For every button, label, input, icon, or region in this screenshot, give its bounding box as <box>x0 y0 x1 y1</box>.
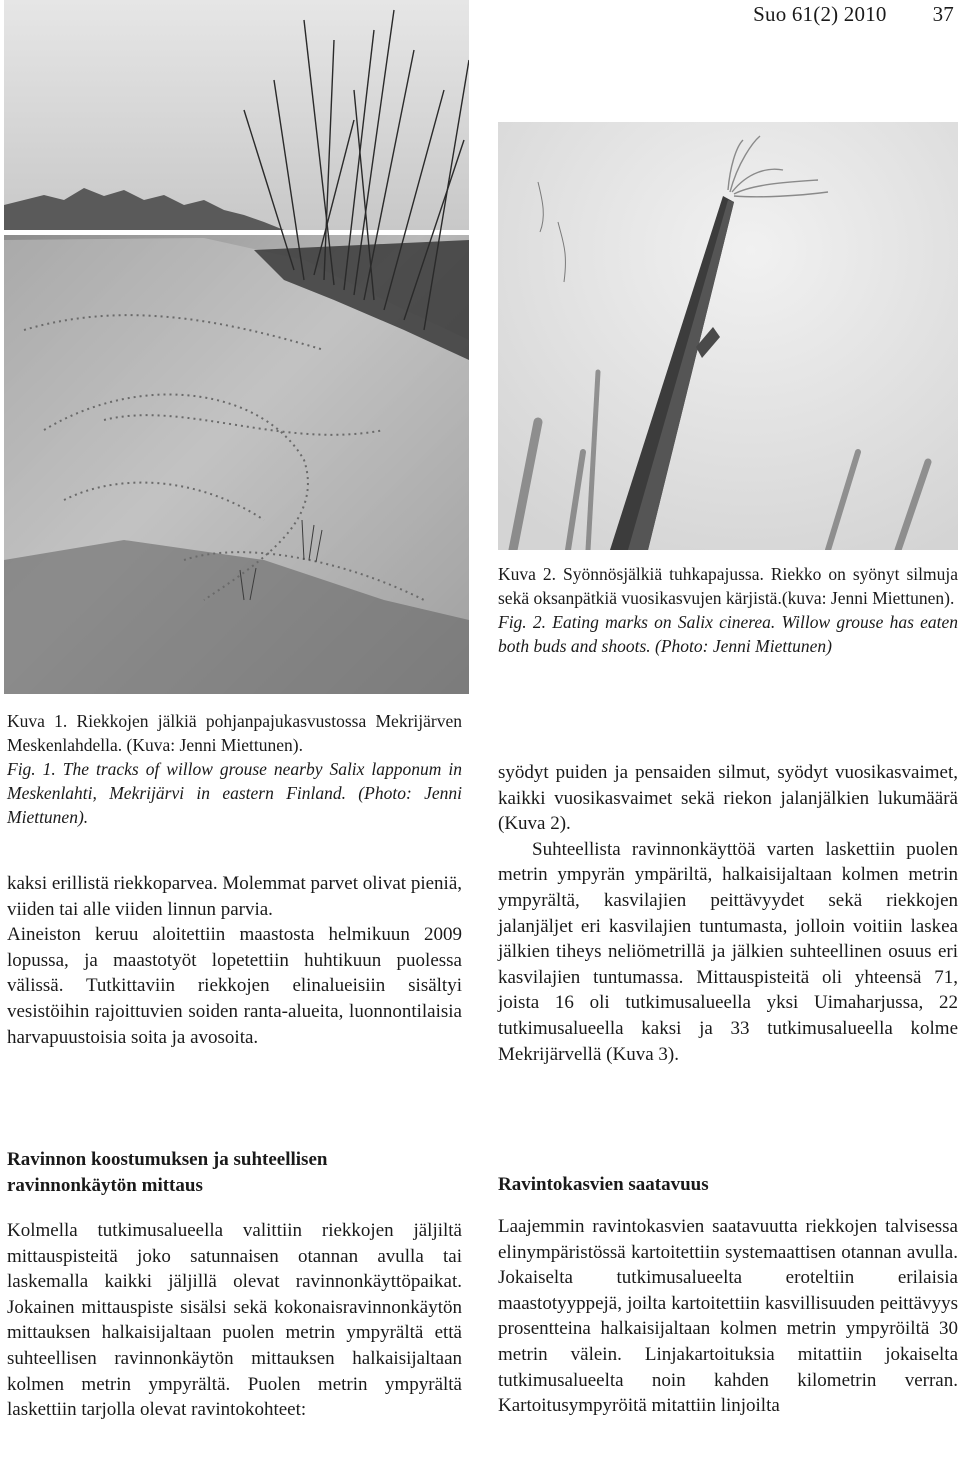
section-heading: Ravintokasvien saatavuus <box>498 1174 709 1195</box>
paragraph: Suhteellista ravinnonkäyttöä varten laskettiin puolen metrin ympyrän ympäriltä, halkaisijaltaan kolmen metrin ympyrältä, kasvilajien peittävyydet sekä riekkojen jalanjäljet eri kasvilajien tuntumasta, jolloin voitiin laskea jälkien tiheys neliömetrillä ja jälkien suhteellinen osuus eri kasvilajien tuntumassa. Mittauspisteitä oli yhteensä 71, joista 16 oli tutkimusalueella yksi Uimaharjussa, 22 tutkimusalueella kaksi ja 33 tutkimusalueella kolme Mekrijärvellä (Kuva 3). <box>498 838 958 1065</box>
running-header <box>753 2 954 27</box>
figure-1-caption-fi: Kuva 1. Riekkojen jälkiä pohjanpajukasvustossa Mekrijärven Meskenlahdella. (Kuva: Jenni Miettunen). <box>7 711 462 755</box>
page-number: 37 <box>932 2 954 26</box>
section-heading: Ravinnon koostumuksen ja suhteellisen ravinnonkäytön mittaus <box>7 1149 328 1196</box>
figure-2-caption-en: Fig. 2. Eating marks on Salix cinerea. Willow grouse has eaten both buds and shoots. (Photo: Jenni Miettunen) <box>498 612 958 656</box>
paragraph: syödyt puiden ja pensaiden silmut, syödyt vuosikasvaimet, kaikki vuosikasvaimet sekä riekon jalanjälkien lukumäärä (Kuva 2). <box>498 762 958 835</box>
right-column-text <box>498 760 958 1067</box>
journal-citation: Suo 61(2) 2010 <box>753 2 887 26</box>
paragraph: Aineiston keruu aloitettiin maastosta helmikuun 2009 lopussa, ja maastotyöt lopetettiin huhtikuun puolessa välissä. Tutkittaviin riekkojen elinalueisiin sisältyi vesistöihin rajoittuvien soiden ranta-alueita, luonnontilaisia harvapuustoisia soita ja avosoita. <box>7 924 462 1048</box>
paragraph: Kolmella tutkimusalueella valittiin riekkojen jäljiltä mittauspisteitä joko satunnaisen otannan avulla tai laskemalla kaikki jäljillä olevat ravinnonkäyttöpaikat. Jokainen mittauspiste sisälsi sekä kokonaisravinnonkäytön mittauksen halkaisijaltaan puolen metrin ympyrältä että suhteellisen ravinnonkäytön mittauksen halkaisijaltaan kolmen metrin ympyrältä. Puolen metrin ympyrältä laskettiin tarjolla olevat ravintokohteet: <box>7 1220 462 1421</box>
paragraph: Laajemmin ravintokasvien saatavuutta riekkojen talvisessa elinympäristössä kartoitettiin systemaattisen otannan avulla. Jokaiselta tutkimusalueelta eroteltiin erilaisia maastotyyppejä, joilta kartoitettiin kasvillisuuden peittävyys prosentteina halkaisijaltaan kolmen metrin ympyröiltä 30 metrin välein. Linjakartoituksia mitattiin jokaiselta tutkimusalueelta noin kahden kilometrin verran. Kartoitusympyröitä mitattiin linjoilta <box>498 1216 958 1417</box>
figure-1-caption-en: Fig. 1. The tracks of willow grouse nearby Salix lapponum in Meskenlahti, Mekrijärvi in eastern Finland. (Photo: Jenni Miettunen). <box>7 759 462 827</box>
figure-2-photo <box>498 122 958 550</box>
figure-1-caption <box>7 709 462 829</box>
left-column-text-2 <box>7 1218 462 1423</box>
figure-2-caption-fi: Kuva 2. Syönnösjälkiä tuhkapajussa. Riekko on syönyt silmuja sekä oksanpätkiä vuosikasvujen kärjistä.(kuva: Jenni Miettunen). <box>498 564 958 608</box>
left-column-text <box>7 871 462 1050</box>
figure-1-photo <box>4 0 469 694</box>
paragraph: kaksi erillistä riekkoparvea. Molemmat parvet olivat pieniä, viiden tai alle viiden linnun parvia. <box>7 873 462 920</box>
right-column-text-2 <box>498 1214 958 1419</box>
figure-2-caption <box>498 562 958 658</box>
